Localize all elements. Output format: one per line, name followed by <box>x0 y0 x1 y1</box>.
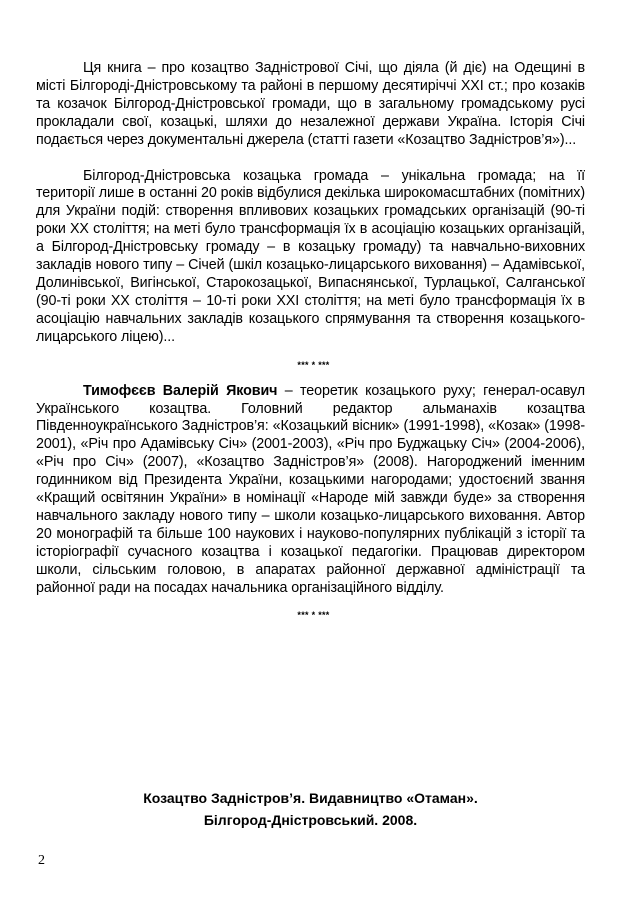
author-paragraph <box>36 383 585 598</box>
publisher-line: Козацтво Задністров’я. Видавництво «Отаман». <box>143 790 478 806</box>
paragraph-spacer <box>36 597 585 609</box>
paragraph-spacer <box>36 150 585 168</box>
paragraph-spacer <box>36 371 585 383</box>
section-separator: *** * *** <box>297 359 330 370</box>
page-number: 2 <box>38 853 45 868</box>
publisher-footer <box>36 787 585 831</box>
intro-paragraph: Ця книга – про козацтво Задністрової Січі, що діяла (й діє) на Одещині в місті Білгороді-Дністровському та районі в першому десятиріччі XXI ст.; про козаків та козачок Білгород-Дністровської громади, що в загальному громадському русі прокладали свої, козацькі, шляхи до незалежної держави Україна. Історія Січі подається через документальні джерела (статті газети «Козацтво Задністров’я»)... <box>36 60 585 148</box>
paragraph-spacer <box>36 347 585 359</box>
publisher-city-year: Білгород-Дністровський. 2008. <box>203 812 418 828</box>
author-bio: – теоретик козацького руху; генерал-осавул Українського козацтва. Головний редактор альманахів козацтва Південноукраїнського Задністров’я: «Козацький вісник» (1991-1998), «Козак» (1998-2001), «Річ про Адамівську Січ» (2001-2003), «Річ про Буджацьку Січ» (2004-2006), «Річ про Січ» (2007), «Козацтво Задністров’я» (2008). Нагороджений іменним годинником від Президента України, козацькими нагородами; удостоєний звання «Кращий освітянин України» в номінації «Народе мій завжди буде» за створення навчального закладу нового типу – школи козацько-лицарського виховання. Автор 20 монографій та більше 100 наукових і науково-популярних публікацій з історії та історіографії сучасного козацтва і козацької педагогіки. Працював директором школи, сільським головою, в апаратах районної державної адміністрації та районної ради на посадах начальника організаційного відділу. <box>36 382 585 596</box>
community-paragraph: Білгород-Дністровська козацька громада – унікальна громада; на її території лише в останні 20 років відбулися декілька широкомасштабних (помітних) для України подій: створення впливових козацьких громадських організацій (90-ті роки XX століття; на меті було трансформація їх в асоціацію козацьких організацій, а Білгород-Дністровську громаду – в козацьку громаду) та навчально-виховних закладів нового типу – Січей (шкіл козацько-лицарського виховання) – Адамівської, Долинівської, Вигінської, Старокозацької, Випаснянської, Турлацької, Салганської (90-ті роки XX століття – 10-ті роки XXI століття; на меті було трансформація їх в асоціацію навчальних закладів козацького спрямування та створення козацького-лицарського ліцею)... <box>36 167 585 345</box>
section-separator: *** * *** <box>297 610 330 621</box>
document-page <box>36 60 585 621</box>
author-name: Тимофєєв Валерій Якович <box>83 382 278 399</box>
